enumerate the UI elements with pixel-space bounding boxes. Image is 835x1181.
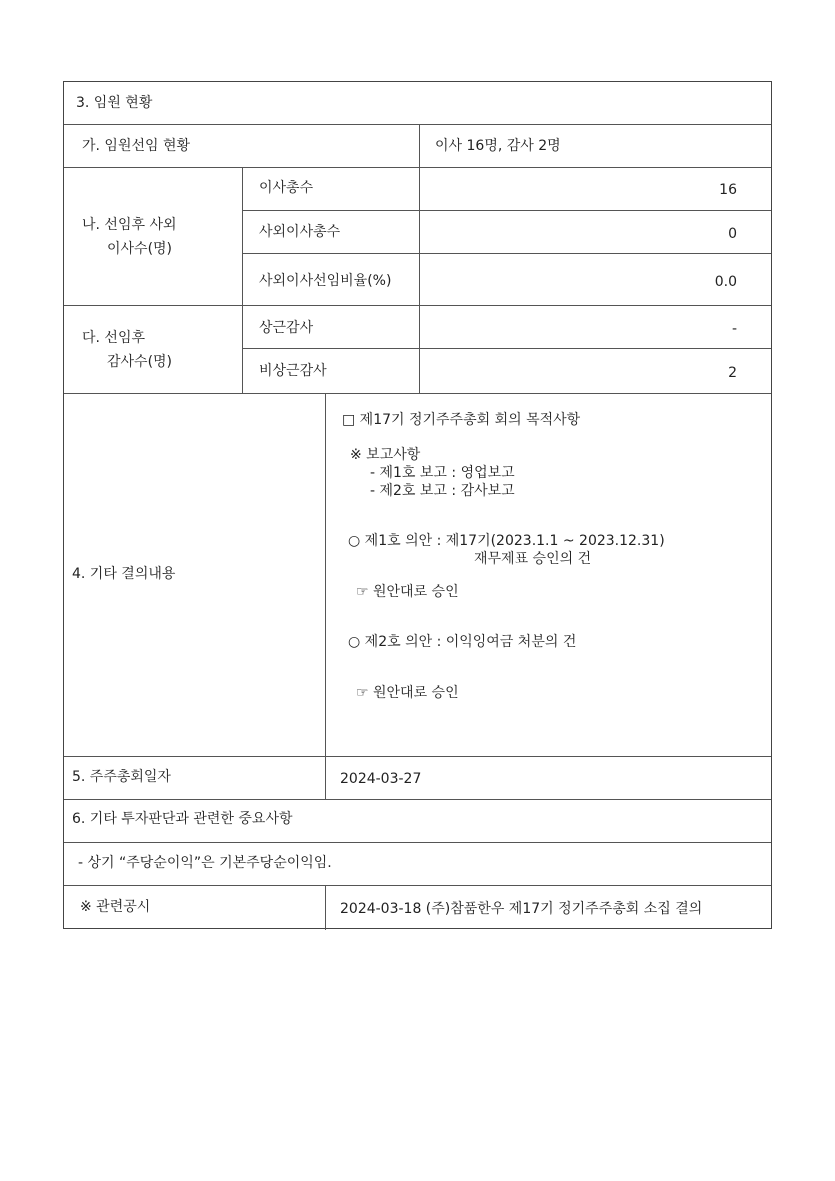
column-divider [419,124,420,167]
agenda2-result: ☞ 원안대로 승인 [356,685,459,701]
row-divider [64,756,771,757]
total-directors-value: 16 [719,182,737,198]
meeting-date-label: 5. 주주총회일자 [72,769,171,785]
parttime-auditor-value: 2 [728,365,737,381]
outside-directors-value: 0 [728,226,737,242]
column-divider [325,885,326,930]
fulltime-auditor-label: 상근감사 [259,320,314,336]
row-divider [64,124,771,125]
outside-ratio-value: 0.0 [714,274,737,290]
agenda2-line1: ○ 제2호 의안 : 이익잉여금 처분의 건 [348,634,577,650]
total-directors-label: 이사총수 [259,180,314,196]
related-disclosure-label: ※ 관련공시 [80,899,151,915]
outside-directors-label: 사외이사총수 [259,224,341,240]
auditors-label-line1: 다. 선임후 [82,330,145,346]
agenda1-result: ☞ 원안대로 승인 [356,584,459,600]
row-divider [64,842,771,843]
column-divider [419,167,420,393]
report-item-2: - 제2호 보고 : 감사보고 [370,483,515,499]
eps-note: - 상기 “주당순이익”은 기본주당순이익임. [78,855,332,871]
row-divider [64,885,771,886]
directors-label-line1: 나. 선임후 사외 [82,217,177,233]
meeting-purpose-heading: □ 제17기 정기주주총회 회의 목적사항 [342,412,581,428]
meeting-date-value: 2024-03-27 [340,771,422,787]
fulltime-auditor-value: - [731,321,737,337]
row-divider [242,210,771,211]
row-divider [64,799,771,800]
section6-title: 6. 기타 투자판단과 관련한 중요사항 [72,811,293,827]
column-divider [325,393,326,799]
agenda1-line1: ○ 제1호 의안 : 제17기(2023.1.1 ~ 2023.12.31) [348,533,665,549]
outside-ratio-label: 사외이사선임비율(%) [259,273,392,289]
row-divider [242,348,771,349]
directors-label-line2: 이사수(명) [107,241,173,257]
parttime-auditor-label: 비상근감사 [259,363,327,379]
auditors-label-line2: 감사수(명) [107,354,173,370]
resolution-label: 4. 기타 결의내용 [72,566,176,582]
column-divider [242,167,243,393]
appointment-label: 가. 임원선임 현황 [82,138,191,154]
section3-title: 3. 임원 현황 [76,95,153,111]
agenda1-line2: 재무제표 승인의 건 [474,551,592,567]
row-divider [64,167,771,168]
appointment-value: 이사 16명, 감사 2명 [435,138,561,154]
row-divider [64,305,771,306]
report-title: ※ 보고사항 [350,447,421,463]
related-disclosure-value: 2024-03-18 (주)참품한우 제17기 정기주주총회 소집 결의 [340,901,703,917]
report-item-1: - 제1호 보고 : 영업보고 [370,465,515,481]
row-divider [64,393,771,394]
disclosure-table [63,81,772,929]
row-divider [242,253,771,254]
